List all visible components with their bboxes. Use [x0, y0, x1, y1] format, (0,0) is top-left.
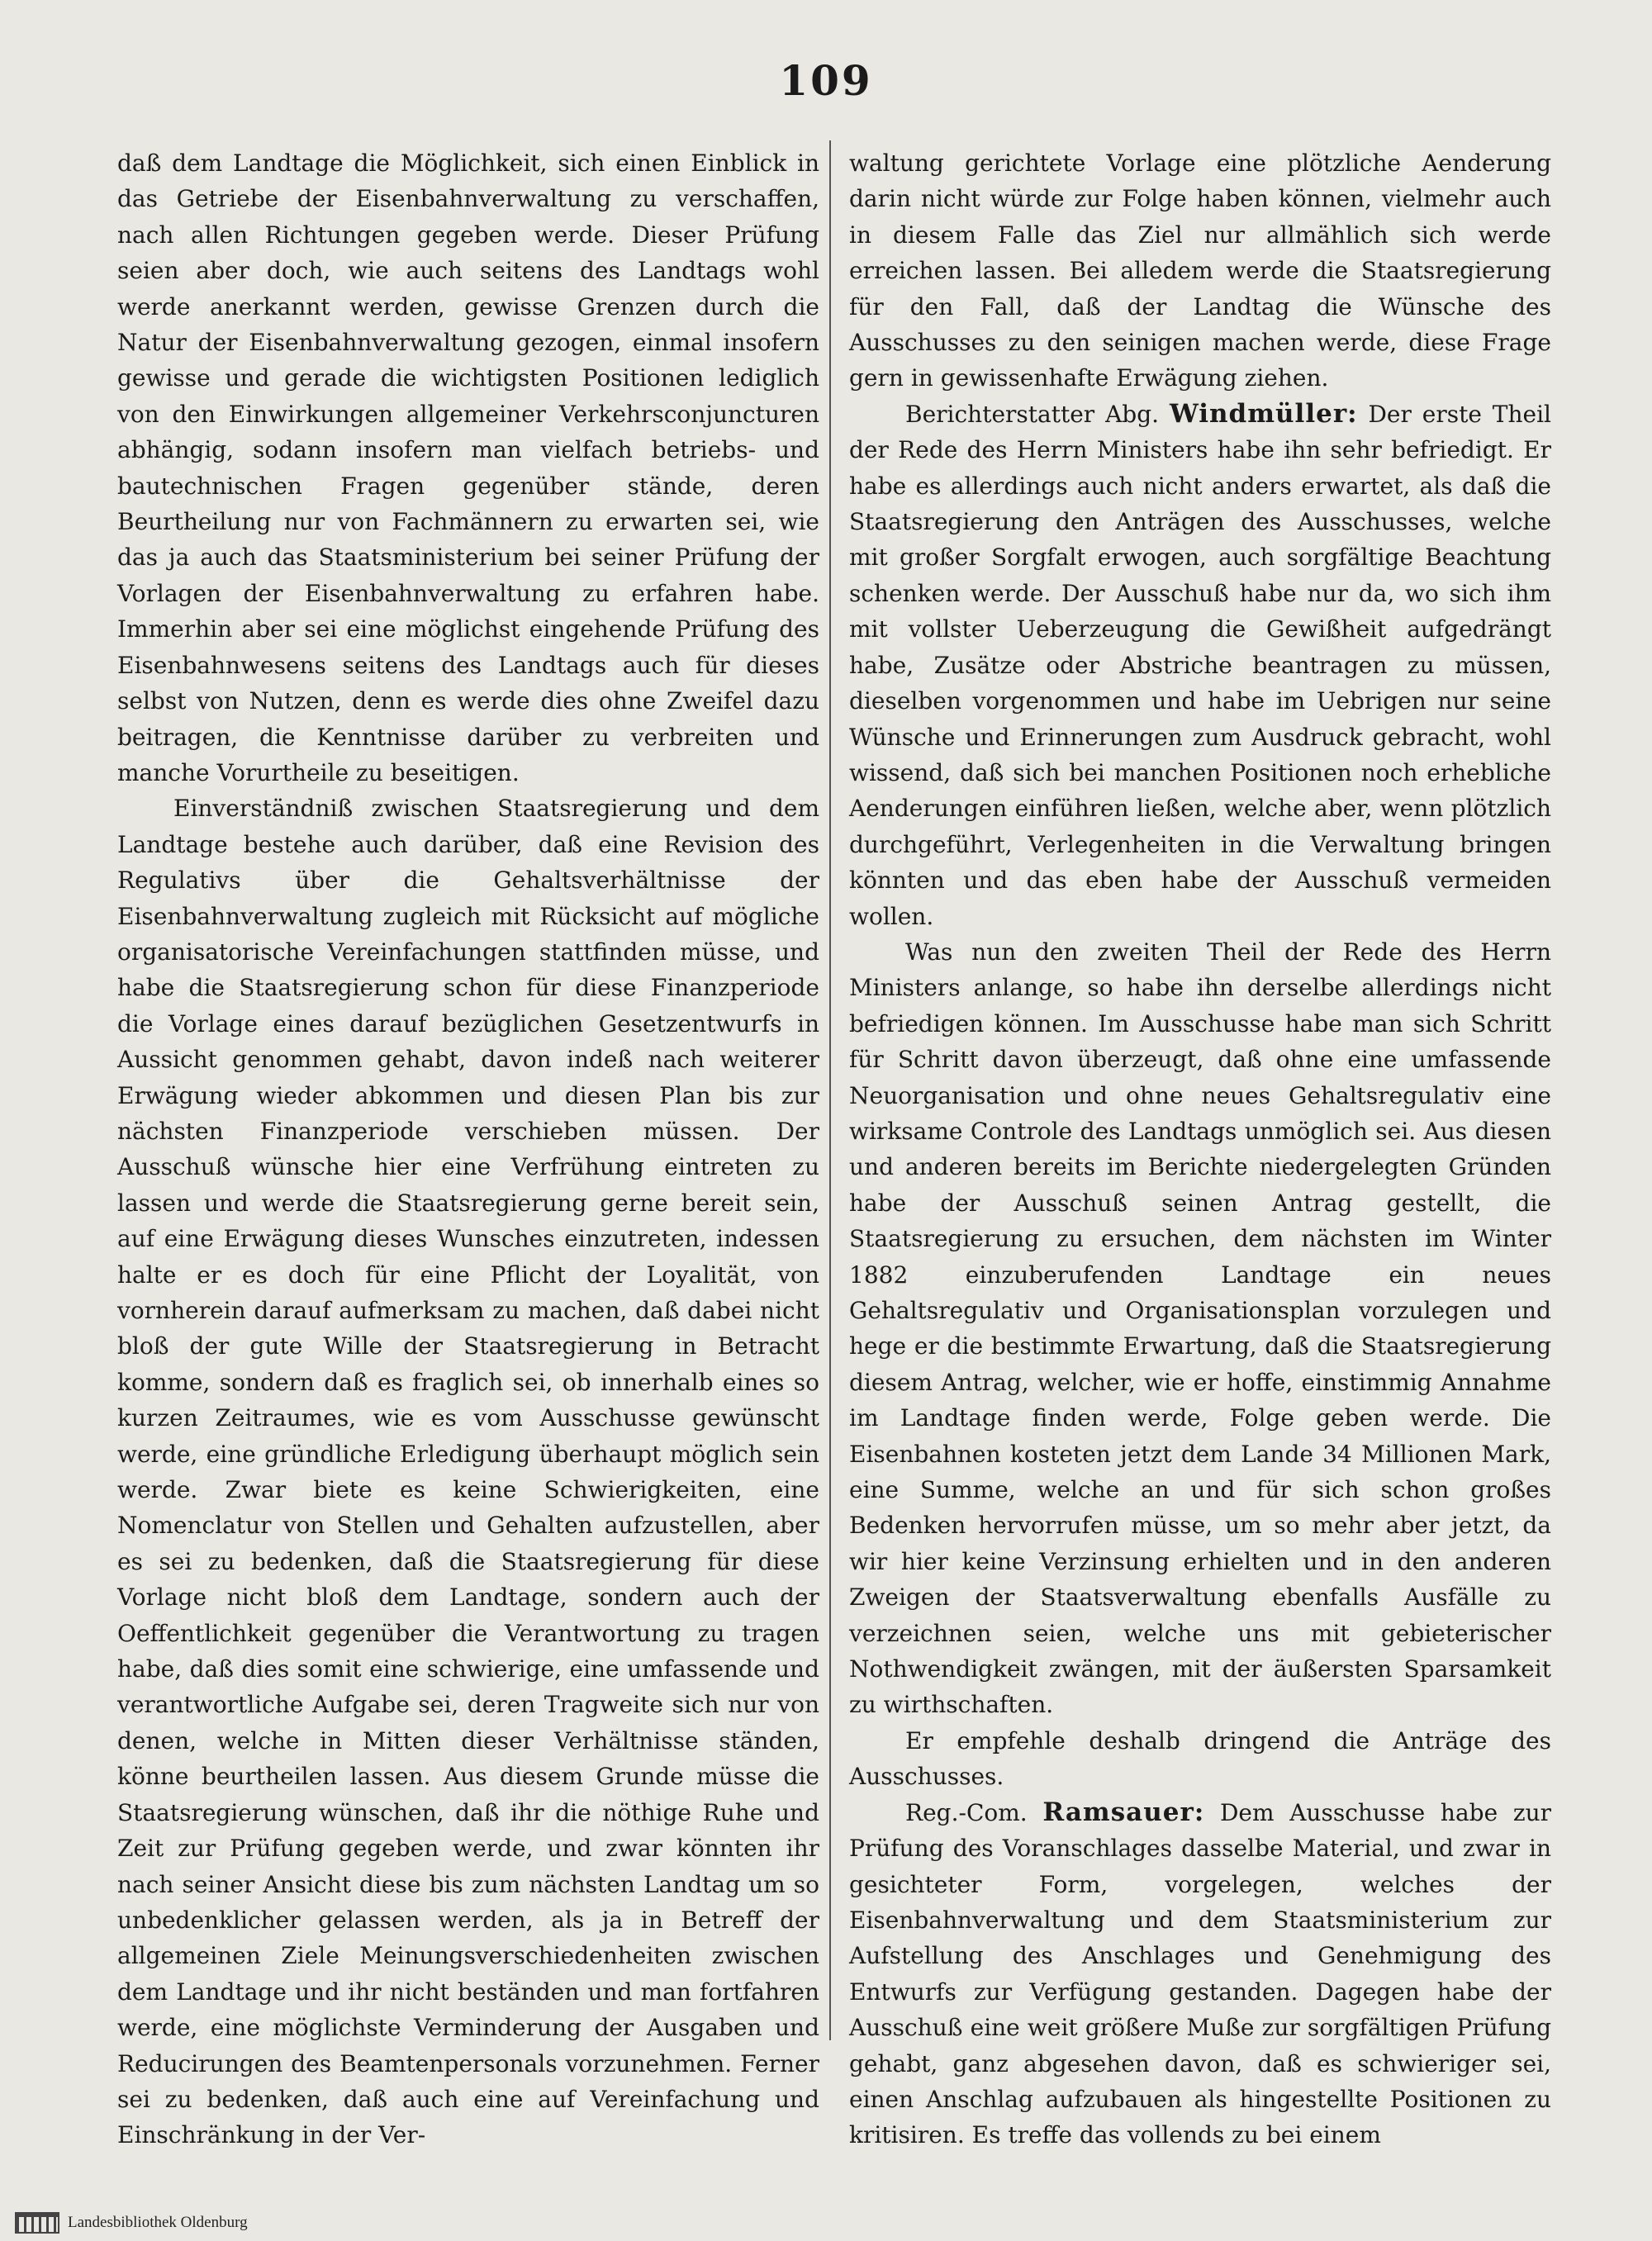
paragraph: Er empfehle deshalb dringend die Anträge des Ausschusses. [849, 1726, 1551, 1791]
paragraph [849, 396, 1551, 934]
speaker-name: Ramsauer: [1042, 1797, 1205, 1827]
paragraph: Was nun den zweiten Theil der Rede des Herrn Ministers anlange, so habe ihn derselbe allerdings nicht befriedigen können. Im Ausschusse habe man sich Schritt für Schritt davon überzeugt, daß ohne eine umfassende Neuorganisation und ohne neues Gehaltsregulativ eine wirksame Controle des Landtags unmöglich sei. Aus diesen und anderen bereits im Berichte niedergelegten Gründen habe der Ausschuß seinen Antrag gestellt, die Staatsregierung zu ersuchen, dem nächsten im Winter 1882 einzuberufenden Landtage ein neues Gehaltsregulativ und Organisationsplan vorzulegen und hege er die bestimmte Erwartung, daß die Staatsregierung diesem Antrag, welcher, wie er hoffe, einstimmig Annahme im Landtage finden werde, Folge geben werde. Die Eisenbahnen kosteten jetzt dem Lande 34 Millionen Mark, eine Summe, welche an und für sich schon großes Bedenken hervorrufen müsse, um so mehr aber jetzt, da wir hier keine Verzinsung erhielten und in den anderen Zweigen der Staatsverwaltung ebenfalls Ausfälle zu verzeichnen seien, welche uns mit gebieterischer Nothwendigkeit zwängen, mit der äußersten Sparsamkeit zu wirthschaften. [849, 938, 1551, 1719]
column-divider [829, 140, 831, 2040]
paragraph: Einverständniß zwischen Staatsregierung und dem Landtage bestehe auch darüber, daß eine Revision des Regulativs über die Gehaltsverhältnisse der Eisenbahnverwaltung zugleich mit Rücksicht auf mögliche organisatorische Vereinfachungen stattfinden müsse, und habe die Staatsregierung schon für diese Finanzperiode die Vorlage eines darauf bezüglichen Gesetzentwurfs in Aussicht genommen gehabt, davon indeß nach weiterer Erwägung wieder abkommen und diesen Plan bis zur nächsten Finanzperiode verschieben müssen. Der Ausschuß wünsche hier eine Verfrühung eintreten zu lassen und werde die Staatsregierung gerne bereit sein, auf eine Erwägung dieses Wunsches einzutreten, indessen halte er es doch für eine Pflicht der Loyalität, von vornherein darauf aufmerksam zu machen, daß dabei nicht bloß der gute Wille der Staatsregierung in Betracht komme, sondern daß es fraglich sei, ob innerhalb eines so kurzen Zeitraumes, wie es vom Ausschusse gewünscht werde, eine gründliche Erledigung überhaupt möglich sein werde. Zwar biete es keine Schwierigkeiten, eine Nomenclatur von Stellen und Gehalten aufzustellen, aber es sei zu bedenken, daß die Staatsregierung für diese Vorlage nicht bloß dem Landtage, sondern auch der Oeffentlichkeit gegenüber die Verantwortung zu tragen habe, daß dies somit eine schwierige, eine umfassende und verantwortliche Aufgabe sei, deren Tragweite sich nur von denen, welche in Mitten dieser Verhältnisse ständen, könne beurtheilen lassen. Aus diesem Grunde müsse die Staatsregierung wünschen, daß ihr die nöthige Ruhe und Zeit zur Prüfung gegeben werde, und zwar könnten ihr nach seiner Ansicht diese bis zum nächsten Landtag um so unbedenklicher gelassen werden, als ja in Betreff der allgemeinen Ziele Meinungsverschiedenheiten zwischen dem Landtage und ihr nicht beständen und man fortfahren werde, eine möglichste Verminderung der Ausgaben und Reducirungen des Beamtenpersonals vorzunehmen. Ferner sei zu bedenken, daß auch eine auf Vereinfachung und Einschränkung in der Ver- [117, 795, 819, 2149]
paragraph: waltung gerichtete Vorlage eine plötzliche Aenderung darin nicht würde zur Folge haben können, vielmehr auch in diesem Falle das Ziel nur allmählich sich werde erreichen lassen. Bei alledem werde die Staatsregierung für den Fall, daß der Landtag die Wünsche des Ausschusses zu den seinigen machen werde, diese Frage gern in gewissenhafte Erwägung ziehen. [849, 150, 1551, 392]
speech-text: Dem Ausschusse habe zur Prüfung des Voranschlages dasselbe Material, und zwar in gesichteter Form, vorgelegen, welches der Eisenbahnverwaltung und dem Staatsministerium zur Aufstellung des Anschlages und Genehmigung des Entwurfs zur Verfügung gestanden. Dagegen habe der Ausschuß eine weit größere Muße zur sorgfältigen Prüfung gehabt, ganz abgesehen davon, daß es schwieriger sei, einen Anschlag aufzubauen als hingestellte Positionen zu kritisiren. Es treffe das vollends zu bei einem [849, 1798, 1551, 2149]
speaker-title: Reg.-Com. [905, 1798, 1028, 1826]
footer-library-name: Landesbibliothek Oldenburg [68, 2214, 248, 2231]
paragraph: daß dem Landtage die Möglichkeit, sich einen Einblick in das Getriebe der Eisenbahnverwaltung zu verschaffen, nach allen Richtungen gegeben werde. Dieser Prüfung seien aber doch, wie auch seitens des Landtags wohl werde anerkannt werden, gewisse Grenzen durch die Natur der Eisenbahnverwaltung gezogen, einmal insofern gewisse und gerade die wichtigsten Positionen lediglich von den Einwirkungen allgemeiner Verkehrsconjuncturen abhängig, sodann insofern man vielfach betriebs- und bautechnischen Fragen gegenüber stände, deren Beurtheilung nur von Fachmännern zu erwarten sei, wie das ja auch das Staatsministerium bei seiner Prüfung der Vorlagen der Eisenbahnverwaltung zu erfahren habe. Immerhin aber sei eine möglichst eingehende Prüfung des Eisenbahnwesens seitens des Landtags auch für dieses selbst von Nutzen, denn es werde dies ohne Zweifel dazu beitragen, die Kenntnisse darüber zu verbreiten und manche Vorurtheile zu beseitigen. [117, 150, 819, 786]
library-building-icon [15, 2212, 59, 2234]
speaker-title: Berichterstatter Abg. [905, 400, 1160, 428]
page-number: 109 [779, 56, 873, 105]
left-column [117, 145, 819, 2153]
speech-text: Der erste Theil der Rede des Herrn Ministers habe ihn sehr befriedigt. Er habe es allerdings auch nicht anders erwartet, als daß die Staatsregierung den Anträgen des Ausschusses, welche mit großer Sorgfalt erwogen, auch sorgfältige Beachtung schenken werde. Der Ausschuß habe nur da, wo sich ihm mit vollster Ueberzeugung die Gewißheit aufgedrängt habe, Zusätze oder Abstriche beantragen zu müssen, dieselben vorgenommen und habe im Uebrigen nur seine Wünsche und Erinnerungen zum Ausdruck gebracht, wohl wissend, daß sich bei manchen Positionen noch erhebliche Aenderungen einführen ließen, welche aber, wenn plötzlich durchgeführt, Verlegenheiten in die Verwaltung bringen könnten und das eben habe der Ausschuß vermeiden wollen. [849, 400, 1551, 930]
right-column [849, 145, 1551, 2153]
paragraph [849, 1795, 1551, 2153]
speaker-name: Windmüller: [1169, 398, 1358, 429]
